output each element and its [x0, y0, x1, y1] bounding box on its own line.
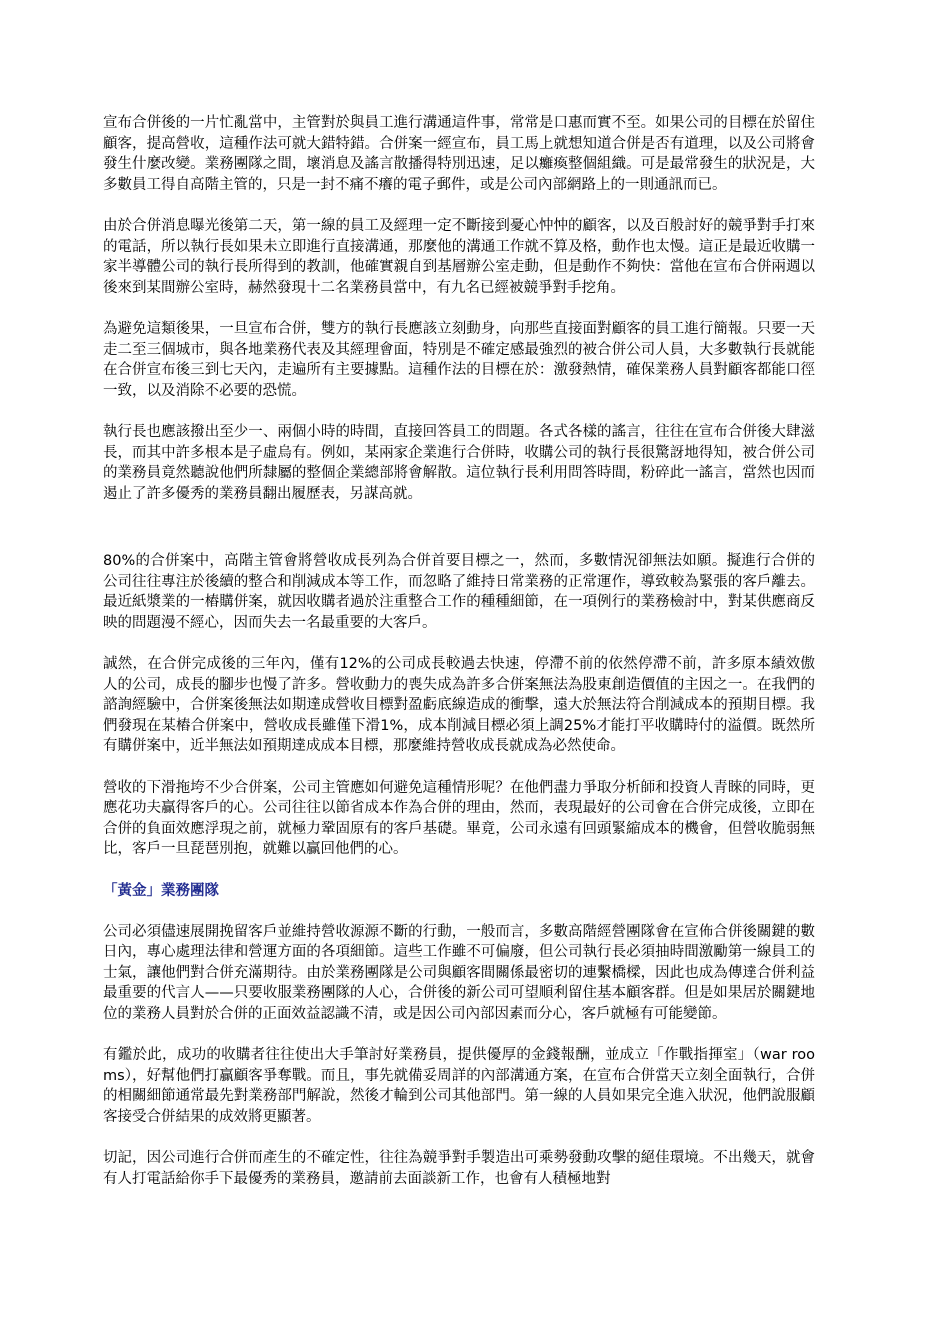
section-merger-communication [103, 113, 815, 504]
paragraph: 誠然，在合併完成後的三年內，僅有12%的公司成長較過去快速，停滯不前的依然停滯不前，許多原本績效傲人的公司，成長的腳步也慢了許多。營收動力的喪失成為許多合併案無法為股東創造價值的主因之一。在我們的諮詢經驗中，合併案後無法如期達成營收目標對盈虧底線造成的衝擊，遠大於無法符合削減成本的預期目標。我們發現在某樁合併案中，營收成長雖僅下滑1%，成本削減目標必須上調25%才能打平收購時付的溢價。既然所有購併案中，近半無法如預期達成成本目標，那麼維持營收成長就成為必然使命。 [103, 656, 815, 754]
paragraph: 有鑑於此，成功的收購者往往使出大手筆討好業務員，提供優厚的金錢報酬，並成立「作戰指揮室」（war rooms），好幫他們打贏顧客爭奪戰。而且，事先就備妥周詳的內部溝通方案，在宣布合併當天立刻全面執行，合併的相關細節通常最先對業務部門解說，然後才輪到公司其他部門。第一線的人員如果完全進入狀況，他們說服顧客接受合併結果的成效將更顯著。 [103, 1047, 815, 1125]
paragraph: 宣布合併後的一片忙亂當中，主管對於與員工進行溝通這件事，常常是口惠而實不至。如果公司的目標在於留住顧客，提高營收，這種作法可就大錯特錯。合併案一經宣布，員工馬上就想知道合併是否有道理，以及公司將會發生什麼改變。業務團隊之間，壞消息及謠言散播得特別迅速，足以癱瘓整個組織。可是最常發生的狀況是，大多數員工得自高階主管的，只是一封不痛不癢的電子郵件，或是公司內部網路上的一則通訊而已。 [103, 115, 815, 193]
paragraph: 執行長也應該撥出至少一、兩個小時的時間，直接回答員工的問題。各式各樣的謠言，往往在宣布合併後大肆滋長，而其中許多根本是子虛烏有。例如，某兩家企業進行合併時，收購公司的執行長很驚訝地得知，被合併公司的業務員竟然聽說他們所隸屬的整個企業總部將會解散。這位執行長利用問答時間，粉碎此一謠言，當然也因而遏止了許多優秀的業務員翻出履歷表，另謀高就。 [103, 424, 815, 502]
paragraph: 為避免這類後果，一旦宣布合併，雙方的執行長應該立刻動身，向那些直接面對顧客的員工進行簡報。只要一天走二至三個城市，與各地業務代表及其經理會面，特別是不確定感最強烈的被合併公司人員，大多數執行長就能在合併宣布後三到七天內，走遍所有主要據點。這種作法的目標在於：激發熱情，確保業務人員對顧客都能口徑一致，以及消除不必要的恐慌。 [103, 321, 815, 399]
paragraph: 80%的合併案中，高階主管會將營收成長列為合併首要目標之一，然而，多數情況卻無法如願。擬進行合併的公司往往專注於後續的整合和削減成本等工作，而忽略了維持日常業務的正常運作，導致較為緊張的客戶離去。最近紙漿業的一樁購併案，就因收購者過於注重整合工作的種種細節，在一項例行的業務檢討中，對某供應商反映的問題漫不經心，因而失去一名最重要的大客戶。 [103, 553, 815, 631]
document-page [103, 113, 815, 1210]
paragraph: 營收的下滑拖垮不少合併案，公司主管應如何避免這種情形呢？在他們盡力爭取分析師和投資人青睞的同時，更應花功夫贏得客戶的心。公司往往以節省成本作為合併的理由，然而，表現最好的公司會在合併完成後，立即在合併的負面效應浮現之前，就極力鞏固原有的客戶基礎。畢竟，公司永遠有回頭緊縮成本的機會，但營收脆弱無比，客戶一旦琵琶別抱，就難以贏回他們的心。 [103, 779, 815, 857]
paragraph: 切記，因公司進行合併而產生的不確定性，往往為競爭對手製造出可乘勢發動攻擊的絕佳環境。不出幾天，就會有人打電話給你手下最優秀的業務員，邀請前去面談新工作，也會有人積極地對 [103, 1150, 815, 1187]
paragraph: 由於合併消息曝光後第二天，第一線的員工及經理一定不斷接到憂心忡忡的顧客，以及百般討好的競爭對手打來的電話，所以執行長如果未立即進行直接溝通，那麼他的溝通工作就不算及格，動作也太慢。這正是最近收購一家半導體公司的執行長所得到的教訓，他確實親自到基層辦公室走動，但是動作不夠快：當他在宣布合併兩週以後來到某間辦公室時，赫然發現十二名業務員當中，有九名已經被競爭對手挖角。 [103, 218, 815, 296]
section-spacer [103, 525, 815, 551]
section-revenue-growth [103, 551, 815, 1189]
paragraph: 公司必須儘速展開挽留客戶並維持營收源源不斷的行動，一般而言，多數高階經營團隊會在宣佈合併後關鍵的數日內，專心處理法律和營運方面的各項細節。這些工作雖不可偏廢，但公司執行長必須抽時間激勵第一線員工的士氣，讓他們對合併充滿期待。由於業務團隊是公司與顧客間關係最密切的連繫橋樑，因此也成為傳達合併利益最重要的代言人——只要收服業務團隊的人心，合併後的新公司可望順利留住基本顧客群。但是如果居於關鍵地位的業務人員對於合併的正面效益認識不清，或是因公司內部因素而分心，客戶就極有可能變節。 [103, 923, 815, 1022]
section-heading: 「黃金」業務團隊 [103, 882, 219, 899]
